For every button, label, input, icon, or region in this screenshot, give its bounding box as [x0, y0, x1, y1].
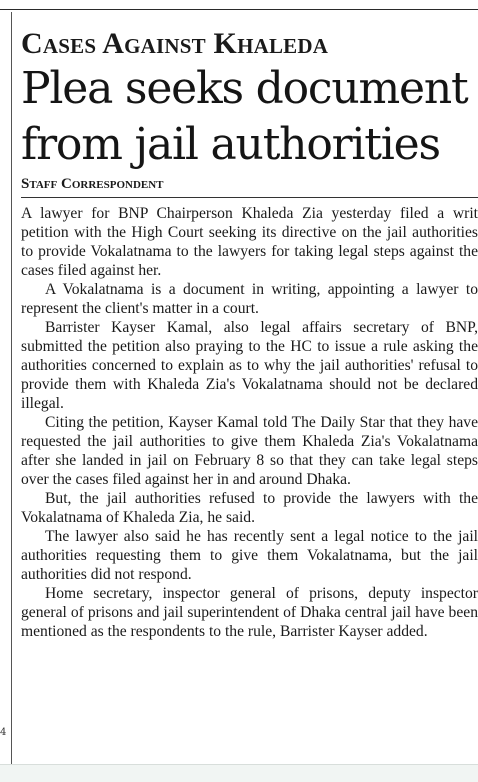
paragraph-7: Home secretary, inspector general of prisons, deputy inspector general of prisons and jail superintendent of Dhaka central jail have been mentioned as the respondents to the rule, Barrister Kayser added. — [21, 585, 478, 640]
paragraph-5: But, the jail authorities refused to provide the lawyers with the Vokalatnama of Khaleda Zia, he said. — [21, 490, 478, 526]
headline-line-1: Plea seeks document — [21, 63, 468, 114]
column-rule — [11, 12, 12, 764]
headline-line-2: from jail authorities — [21, 119, 440, 170]
byline-rule — [21, 197, 478, 198]
paragraph-6: The lawyer also said he has recently sent a legal notice to the jail authorities requesting them to give them Vokalatnama, but the jail authorities did not respond. — [21, 528, 478, 583]
paragraph-1: A lawyer for BNP Chairperson Khaleda Zia yesterday filed a writ petition with the High Court seeking its directive on the jail authorities to provide Vokalatnama to the lawyers for taking legal steps against the cases filed against her. — [21, 205, 478, 279]
kicker: Cases Against Khaleda — [21, 27, 329, 60]
paragraph-2: A Vokalatnama is a document in writing, appointing a lawyer to represent the client's matter in a court. — [21, 281, 478, 317]
paragraph-3: Barrister Kayser Kamal, also legal affairs secretary of BNP, submitted the petition also praying to the HC to issue a rule asking the authorities concerned to explain as to why the jail authorities' refusal to provide them with Khaleda Zia's Vokalatnama should not be declared illegal. — [21, 319, 478, 412]
article-body — [21, 204, 478, 641]
paragraph-4: Citing the petition, Kayser Kamal told The Daily Star that they have requested the jail authorities to give them Khaleda Zia's Vokalatnama after she landed in jail on February 8 so that they can take legal steps over the cases filed against her in and around Dhaka. — [21, 414, 478, 488]
byline: Staff Correspondent — [21, 176, 164, 192]
article — [21, 27, 478, 641]
top-rule — [0, 9, 478, 10]
headline — [21, 61, 478, 173]
page-footer-band — [0, 764, 478, 782]
margin-mark: 4 — [0, 727, 7, 738]
